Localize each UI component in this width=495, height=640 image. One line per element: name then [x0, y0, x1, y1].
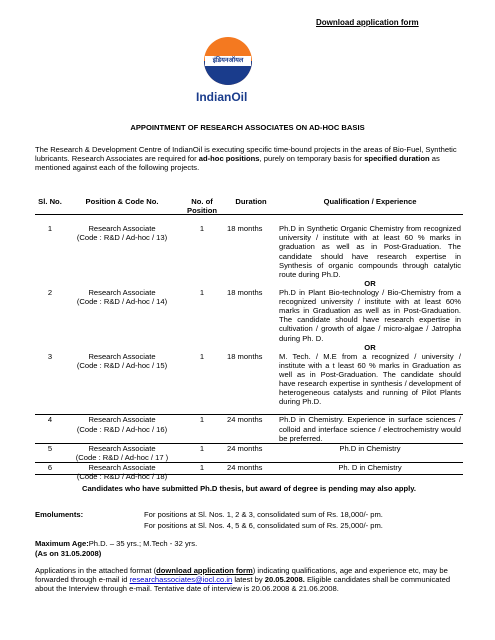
table-row [35, 415, 463, 443]
cell-position: Research Associate (Code : R&D / Ad-hoc / 14) [76, 287, 168, 307]
cell-duration: 24 months [225, 443, 277, 462]
cell-position: Research Associate (Code : R&D / Ad-hoc / 15) [76, 351, 168, 370]
indianoil-wordmark: IndianOil [196, 90, 248, 104]
email-link[interactable]: researchassociates@iocl.co.in [129, 575, 233, 585]
thesis-pending-note: Candidates who have submitted Ph.D thesis, but award of degree is pending may also apply. [81, 484, 417, 493]
cell-qualification: Ph.D in Chemistry. Experience in surface sciences / colloid and interface science / electrochemistry would be preferred. [279, 415, 461, 443]
download-application-link[interactable]: Download application form [316, 18, 419, 27]
cell-sl: 2 [47, 287, 53, 297]
cell-number: 1 [199, 351, 205, 361]
header-qualification: Qualification / Experience [323, 197, 417, 206]
cell-sl: 4 [35, 415, 65, 443]
application-instructions: Applications in the attached format (download application form) indicating qualifications, age and experience etc, may be forwarded through e-mail id researchassociates@iocl.co.in latest by 20.05.2008. Eligible candidates shall be communicated about the Interview through e-mail. Tentative date of interview is 20.06.2008 & 21.06.2008. [35, 566, 451, 594]
or-separator: OR [364, 342, 376, 352]
cell-qualification: M. Tech. / M.E from a recognized / university / institute with a t least 60 % marks in Graduation as well as in Post-Graduation. The candidate should have research expertise in synthesis / development of heterogeneous catalysts and running of Pilot Plants during Ph.D. [279, 351, 461, 407]
cell-sl: 1 [47, 224, 53, 234]
emoluments-line-2: For positions at Sl. Nos. 4, 5 & 6, consolidated sum of Rs. 25,000/- pm. [144, 521, 383, 530]
age-reference-date: (As on 31.05.2008) [35, 549, 102, 558]
cell-sl: 5 [35, 443, 65, 462]
cell-duration: 24 months [225, 415, 277, 443]
positions-table [35, 196, 463, 481]
header-duration: Duration [235, 197, 267, 206]
header-position: Position & Code No. [85, 197, 159, 206]
cell-duration: 18 months [227, 351, 263, 361]
cell-number: 1 [179, 443, 225, 462]
cell-number: 1 [199, 224, 205, 234]
header-sl-no: Sl. No. [38, 197, 62, 206]
page-title: APPOINTMENT OF RESEARCH ASSOCIATES ON AD-HOC BASIS [130, 123, 365, 132]
emoluments-label: Emoluments: [35, 510, 84, 519]
cell-position: Research Associate (Code : R&D / Ad-hoc / 17 ) [65, 443, 179, 462]
table-row [35, 224, 463, 288]
cell-number: 1 [199, 287, 205, 297]
or-separator: OR [364, 278, 376, 288]
table-bottom-rule [35, 474, 463, 475]
table-header-rule [35, 214, 463, 215]
header-no-of-position: No. of Position [187, 197, 217, 216]
emoluments-line-1: For positions at Sl. Nos. 1, 2 & 3, consolidated sum of Rs. 18,000/- pm. [144, 510, 383, 519]
logo-hindi-text: इंडियनऑयल [212, 57, 244, 64]
intro-paragraph: The Research & Development Centre of IndianOil is executing specific time-bound projects in the areas of Bio-Fuel, Synthetic lubricants. Research Associates are required for ad-hoc positions, purely on temporary basis for specified duration as mentioned against each of the following projects. [35, 145, 457, 173]
table-row [35, 352, 463, 407]
table-row [35, 462, 463, 481]
cell-number: 1 [179, 415, 225, 443]
cell-number: 1 [179, 462, 225, 481]
table-row [35, 288, 463, 352]
cell-position: Research Associate (Code : R&D / Ad-hoc / 13) [76, 224, 168, 243]
cell-sl: 3 [47, 351, 53, 361]
maximum-age: Maximum Age:Ph.D. – 35 yrs.; M.Tech - 32 yrs. [35, 539, 198, 548]
cell-qualification: Ph.D in Plant Bio-technology / Bio-Chemistry from a recognized university / institute with at least 60% marks in Graduation as well as in Post-Graduation. The candidate should have research expertise in cultivation / growth of algae / micro-algae / Jatropha during Ph. D. OR [279, 287, 461, 352]
table-row [35, 443, 463, 462]
cell-position: Research Associate (Code : R&D / Ad-hoc / 16) [65, 415, 179, 443]
cell-qualification: Ph. D in Chemistry [277, 462, 463, 481]
cell-duration: 18 months [227, 287, 263, 297]
download-form-link[interactable]: download application form [156, 566, 253, 575]
cell-duration: 18 months [227, 224, 263, 234]
cell-position: Research Associate (Code : R&D / Ad-hoc / 18) [65, 462, 179, 481]
cell-duration: 24 months [225, 462, 277, 481]
cell-qualification: Ph.D in Synthetic Organic Chemistry from recognized university / institute with at least 60 % marks in graduation as well as in Post-Graduation. The candidate should have research expertise in Synthesis of organic compounds through catalytic route during Ph.D. OR [279, 224, 461, 288]
cell-sl: 6 [35, 462, 65, 481]
cell-qualification: Ph.D in Chemistry [277, 443, 463, 462]
